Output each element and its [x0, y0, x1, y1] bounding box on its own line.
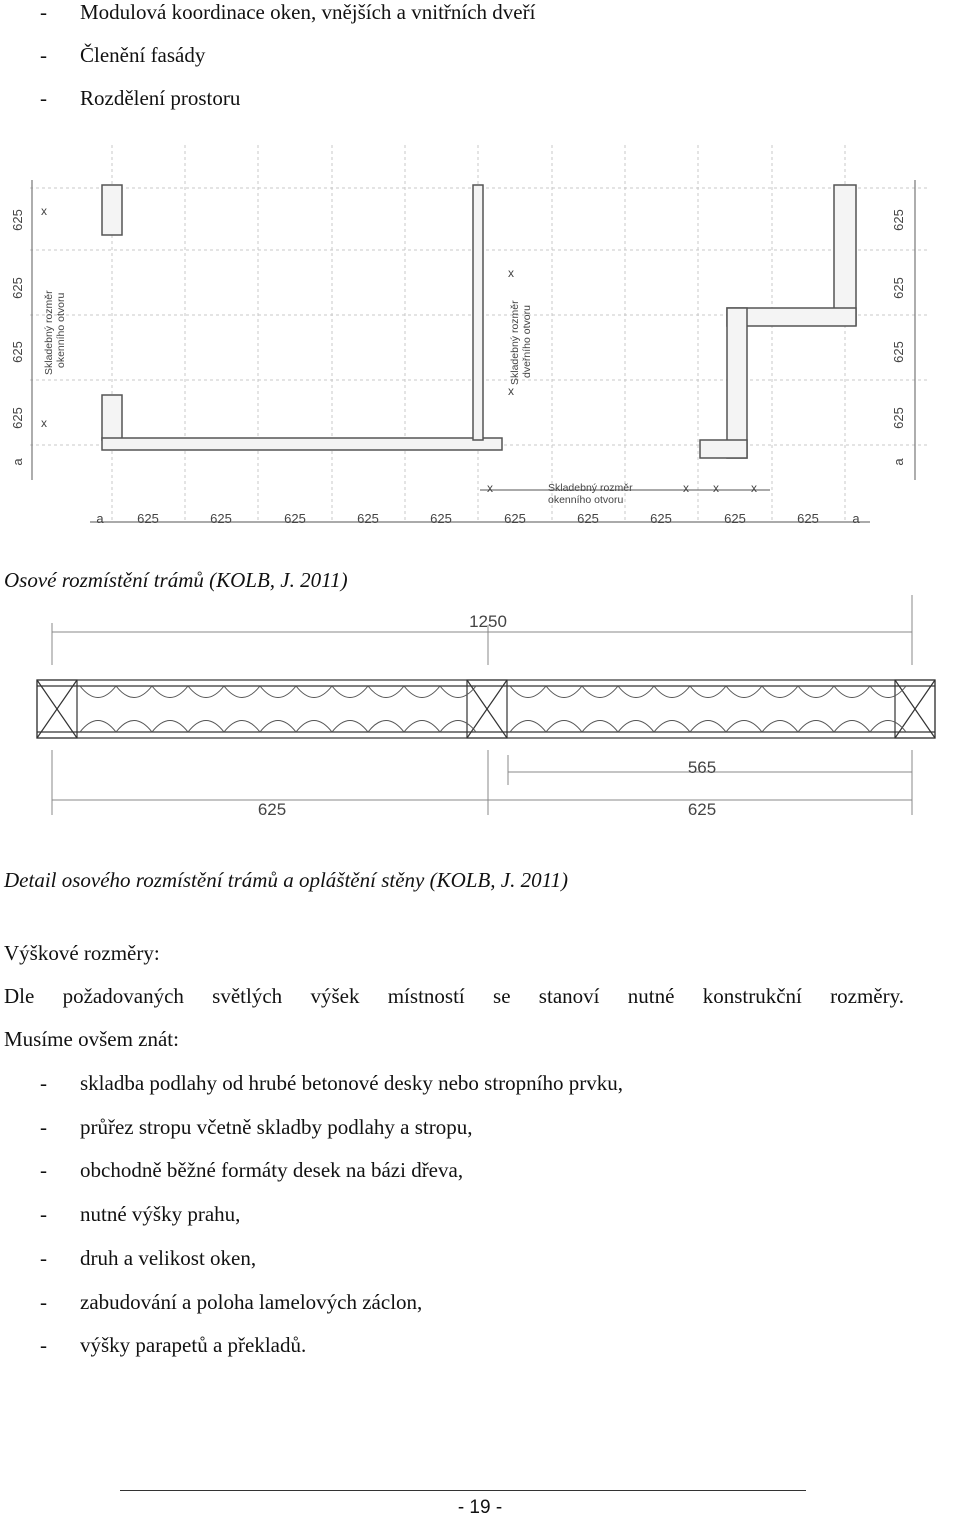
window-opening-label: okenního otvoru — [55, 292, 67, 368]
x-mark: x — [508, 266, 514, 280]
list-dash: - — [40, 1158, 47, 1182]
x-mark: x — [41, 416, 47, 430]
dim-label: 625 — [10, 407, 25, 429]
window-opening-label: Skladebný rozměr — [43, 290, 55, 375]
dim-1250: 1250 — [469, 612, 507, 631]
floor-plan-figure — [0, 140, 960, 540]
x-mark: x — [713, 481, 719, 495]
dim-label: 625 — [797, 511, 819, 526]
list-dash: - — [40, 0, 47, 24]
dim-label: a — [891, 458, 906, 466]
list-item: skladba podlahy od hrubé betonové desky nebo stropního prvku, — [80, 1071, 623, 1095]
list-item: Členění fasády — [80, 43, 206, 67]
paragraph-line: Dle požadovaných světlých výšek místností se stanoví nutné konstrukční rozměry. — [4, 984, 904, 1008]
footer-divider — [120, 1490, 806, 1491]
dim-565: 565 — [687, 758, 717, 777]
list-dash: - — [40, 1071, 47, 1095]
door-opening-label: Skladebný rozměr — [509, 300, 521, 385]
list-item: zabudování a poloha lamelových záclon, — [80, 1290, 423, 1314]
list-item: výšky parapetů a překladů. — [80, 1333, 307, 1357]
x-mark: x — [751, 481, 757, 495]
wall-detail-figure — [0, 595, 960, 855]
dim-label: 625 — [724, 511, 746, 526]
section-heading: Výškové rozměry: — [4, 941, 160, 965]
list-dash: - — [40, 1333, 47, 1357]
dim-label: 625 — [891, 277, 906, 299]
x-mark: x — [41, 204, 47, 218]
dim-label: 625 — [210, 511, 232, 526]
x-mark: x — [508, 384, 514, 398]
list-dash: - — [40, 43, 47, 67]
dim-label: 625 — [137, 511, 159, 526]
dim-label: a — [10, 458, 25, 466]
dim-label: 625 — [357, 511, 379, 526]
list-dash: - — [40, 86, 47, 110]
dim-label: 625 — [891, 341, 906, 363]
dim-label: a — [96, 511, 104, 526]
list-dash: - — [40, 1290, 47, 1314]
list-item: druh a velikost oken, — [80, 1246, 257, 1270]
paragraph-line: Musíme ovšem znát: — [4, 1027, 179, 1051]
x-mark: x — [487, 481, 493, 495]
dim-label: 625 — [284, 511, 306, 526]
dim-label: 625 — [577, 511, 599, 526]
figure-caption: Detail osového rozmístění trámů a opláštění stěny (KOLB, J. 2011) — [4, 868, 569, 892]
door-opening-label: dveřního otvoru — [521, 305, 533, 378]
list-dash: - — [40, 1202, 47, 1226]
list-dash: - — [40, 1246, 47, 1270]
list-item: Rozdělení prostoru — [80, 86, 241, 110]
dim-label: a — [852, 511, 860, 526]
dim-625-right: 625 — [687, 800, 717, 819]
dim-label: 625 — [10, 341, 25, 363]
x-mark: x — [683, 481, 689, 495]
window-opening-label: Skladebný rozměr — [548, 482, 633, 494]
figure-caption: Osové rozmístění trámů (KOLB, J. 2011) — [4, 568, 348, 592]
dim-625-left: 625 — [257, 800, 287, 819]
list-item: průřez stropu včetně skladby podlahy a stropu, — [80, 1115, 473, 1139]
dim-label: 625 — [650, 511, 672, 526]
dim-label: 625 — [430, 511, 452, 526]
window-opening-label: okenního otvoru — [548, 494, 624, 506]
list-item: obchodně běžné formáty desek na bázi dřeva, — [80, 1158, 464, 1182]
dim-label: 625 — [10, 209, 25, 231]
list-item: Modulová koordinace oken, vnějších a vnitřních dveří — [80, 0, 536, 24]
dim-label: 625 — [10, 277, 25, 299]
dim-label: 625 — [891, 407, 906, 429]
page-number: - 19 - — [457, 1497, 503, 1518]
list-item: nutné výšky prahu, — [80, 1202, 241, 1226]
list-dash: - — [40, 1115, 47, 1139]
dim-label: 625 — [891, 209, 906, 231]
dim-label: 625 — [504, 511, 526, 526]
